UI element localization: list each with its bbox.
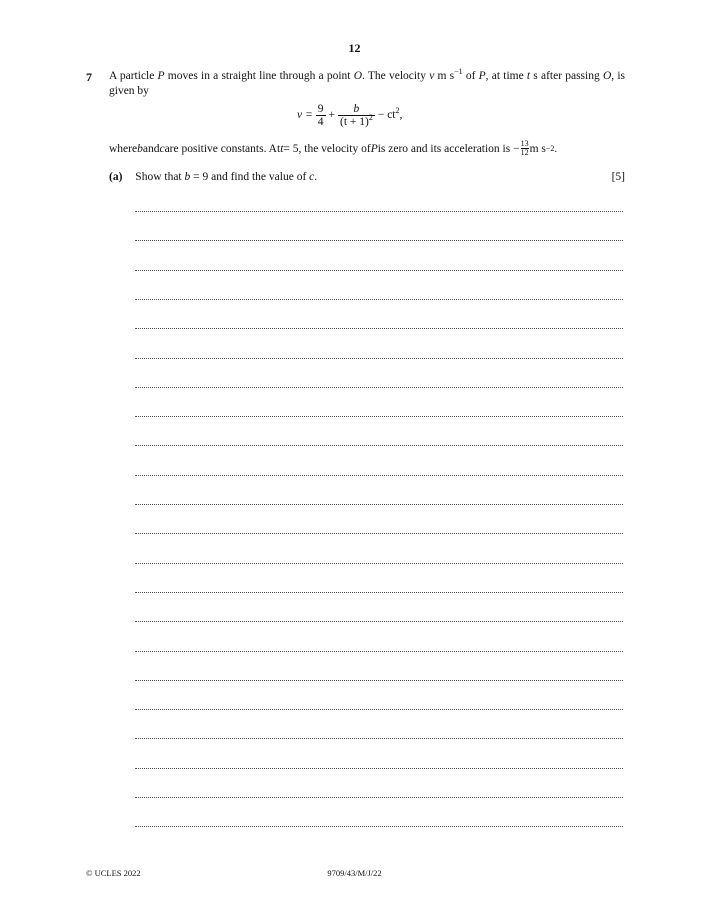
answer-line[interactable] <box>135 651 623 652</box>
part-a-label: (a) <box>109 171 123 183</box>
fraction-nine-quarters: $\frac{9}{4}$ <box>317 102 324 128</box>
question-intro: A particle P moves in a straight line through a point O. The velocity v m $s^{-1}$ of P, at time t s after passing O, is given by <box>109 67 625 97</box>
page-number: 12 <box>348 41 361 55</box>
question-number: 7 <box>86 70 92 84</box>
answer-line[interactable] <box>135 592 623 593</box>
answer-line[interactable] <box>135 738 623 739</box>
part-a-marks: [5] <box>611 171 625 183</box>
given-conditions: where b and c are positive constants. At t = 5, the velocity of P is zero and its acceleration is − $\frac{13}{12}$ m s −2 . <box>109 139 558 157</box>
answer-line[interactable] <box>135 709 623 710</box>
answer-line[interactable] <box>135 240 623 241</box>
answer-line[interactable] <box>135 358 623 359</box>
velocity-formula: v = $\frac{9}{4}$ + $\frac{b}{(t + 1)^2}$ − $ct^2$, <box>297 102 403 128</box>
answer-line[interactable] <box>135 416 623 417</box>
part-a: (a) Show that b = 9 and find the value of c. [5] <box>109 171 625 183</box>
answer-line[interactable] <box>135 270 623 271</box>
answer-line[interactable] <box>135 475 623 476</box>
answer-line[interactable] <box>135 768 623 769</box>
footer-copyright: © UCLES 2022 <box>86 868 141 878</box>
answer-line[interactable] <box>135 328 623 329</box>
answer-line[interactable] <box>135 680 623 681</box>
answer-line[interactable] <box>135 211 623 212</box>
answer-line[interactable] <box>135 826 623 827</box>
answer-line[interactable] <box>135 797 623 798</box>
answer-line[interactable] <box>135 445 623 446</box>
answer-line[interactable] <box>135 387 623 388</box>
fraction-b-over-t: $\frac{b}{(t + 1)^2}$ <box>340 102 373 128</box>
answer-line[interactable] <box>135 533 623 534</box>
answer-line[interactable] <box>135 299 623 300</box>
acceleration-fraction: $\frac{13}{12}$ <box>520 139 529 157</box>
answer-line[interactable] <box>135 504 623 505</box>
answer-line[interactable] <box>135 621 623 622</box>
footer-paper-code: 9709/43/M/J/22 <box>327 868 382 878</box>
answer-line[interactable] <box>135 563 623 564</box>
